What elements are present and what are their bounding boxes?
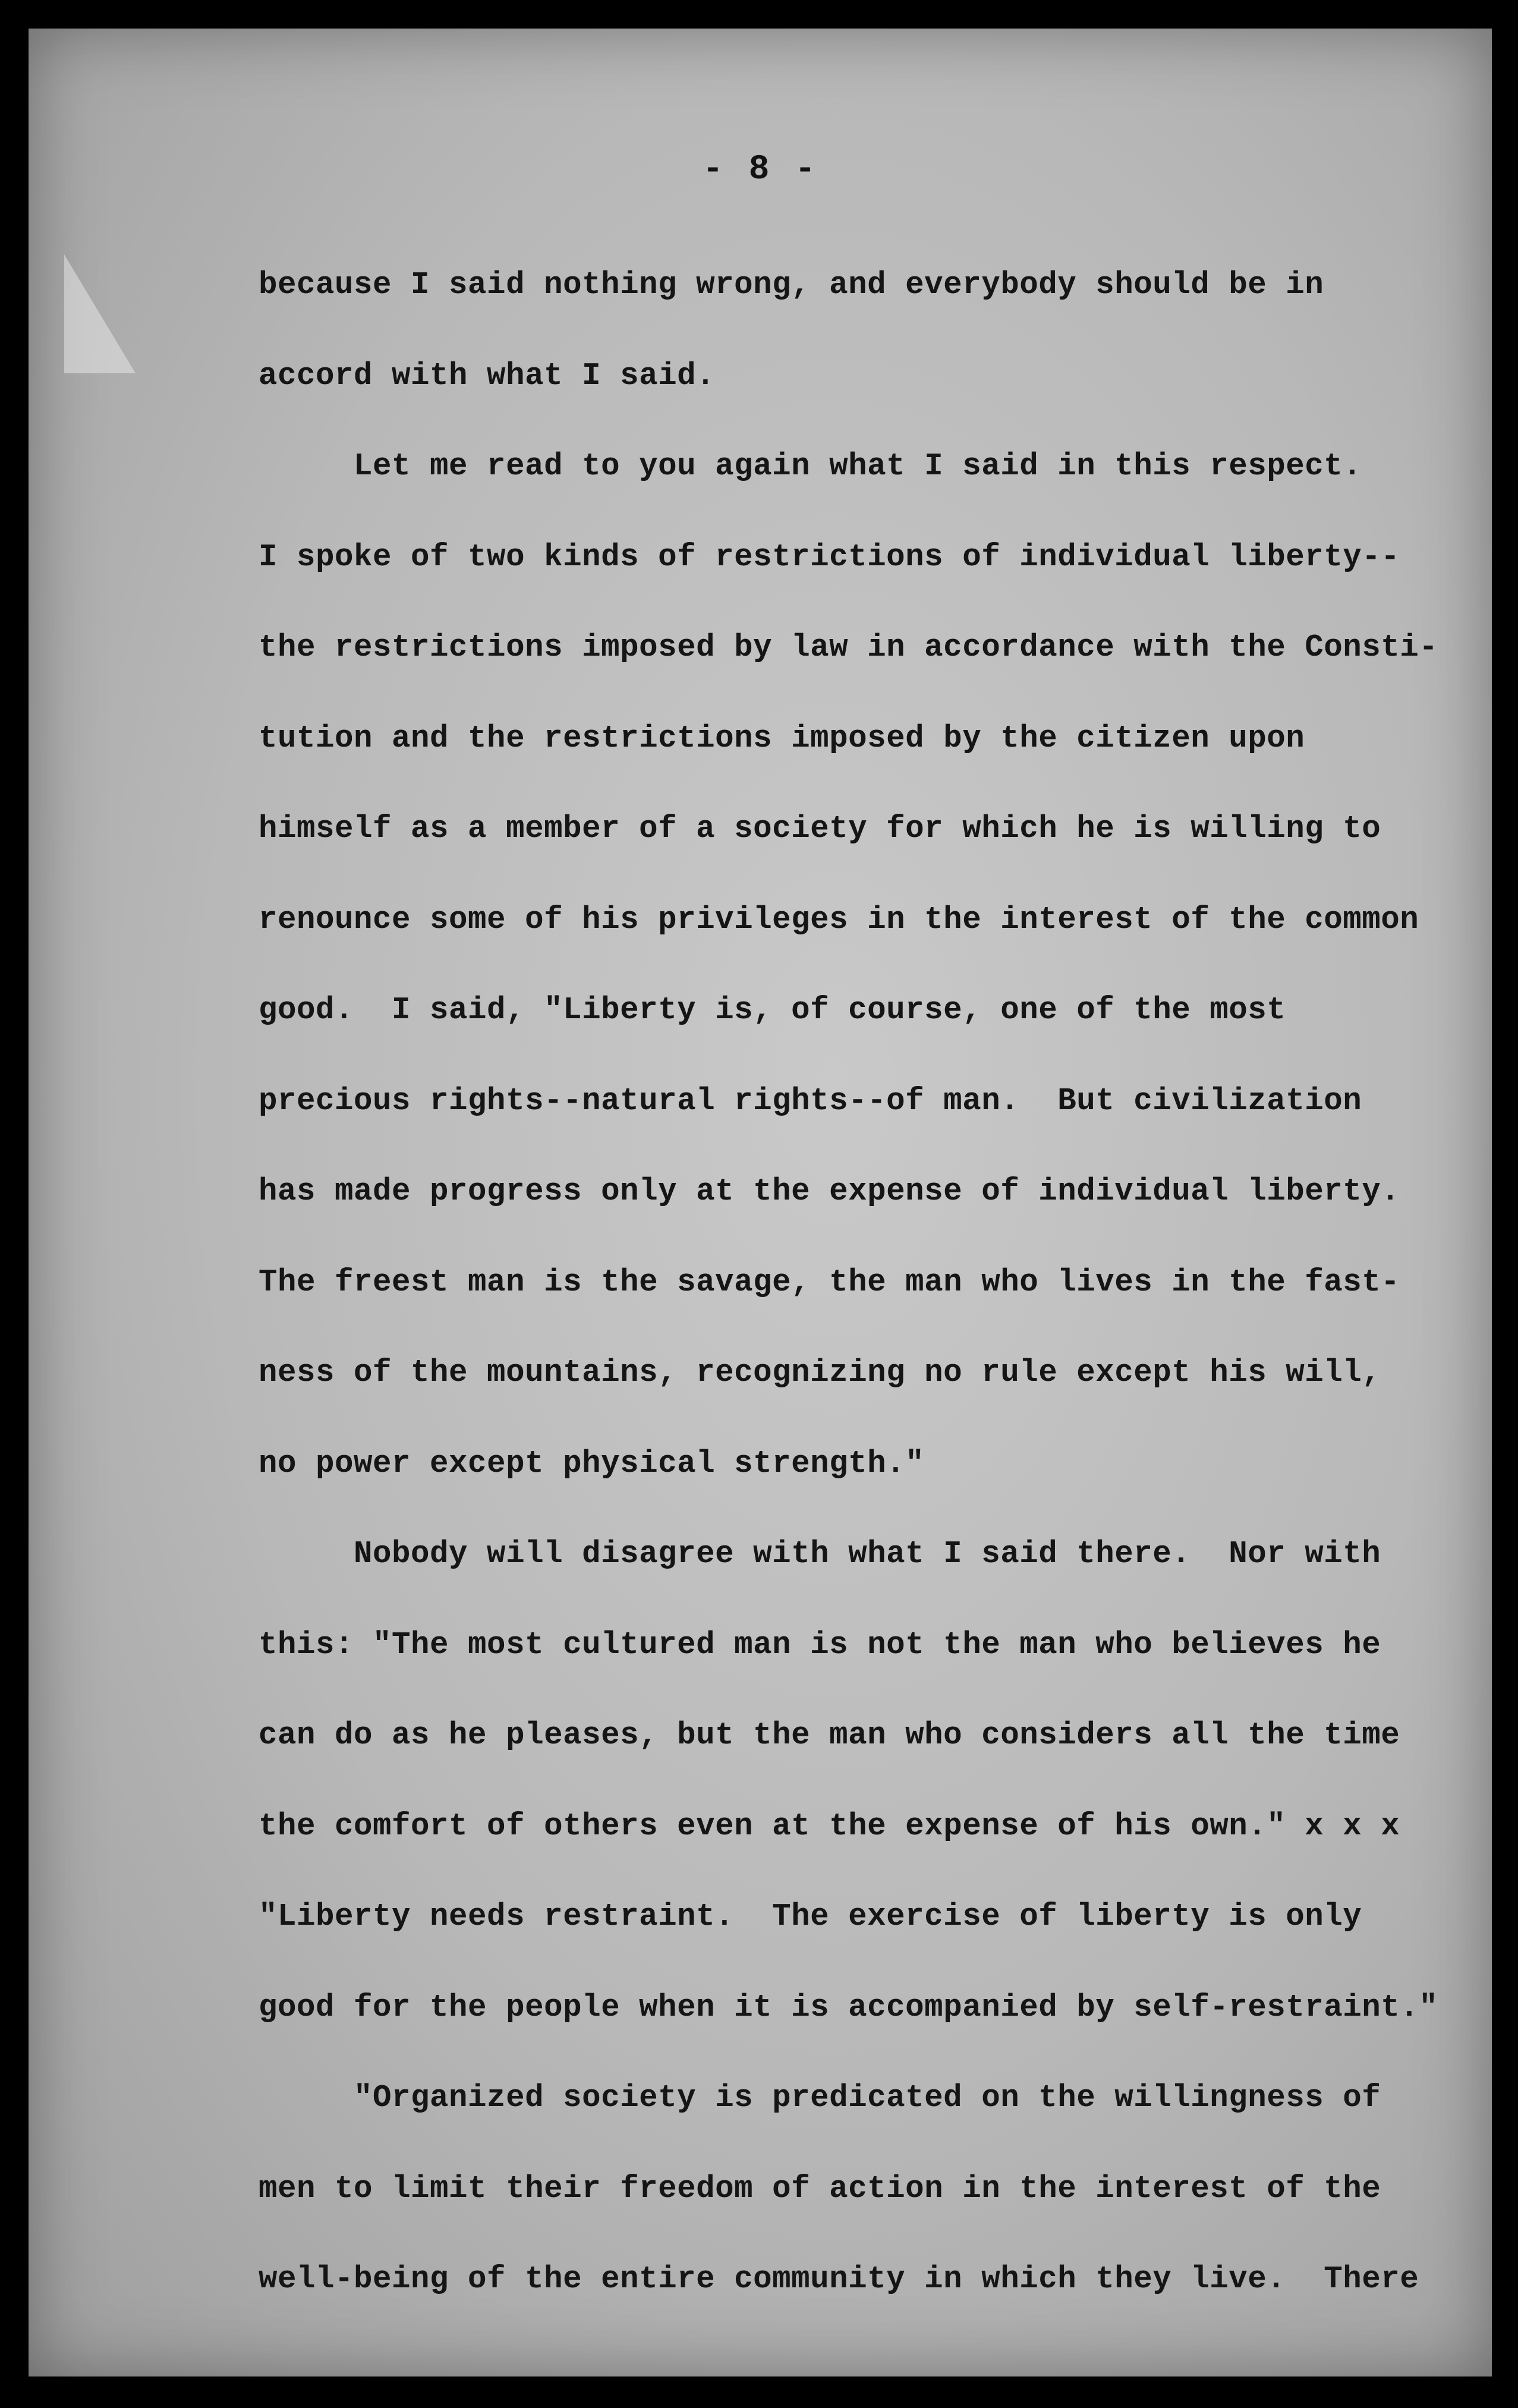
text-line: tution and the restrictions imposed by the citizen upon — [259, 720, 1305, 756]
page-number: - 8 - — [702, 150, 818, 189]
typed-page — [29, 29, 1492, 2376]
text-line: ness of the mountains, recognizing no rule except his will, — [259, 1355, 1381, 1390]
text-line: "Liberty needs restraint. The exercise of liberty is only — [259, 1899, 1362, 1934]
text-line: precious rights--natural rights--of man. But civilization — [259, 1082, 1362, 1119]
text-line: "Organized society is predicated on the willingness of — [259, 2080, 1381, 2116]
text-line: men to limit their freedom of action in the interest of the — [259, 2170, 1381, 2206]
text-line: well-being of the entire community in which they live. There — [259, 2261, 1419, 2297]
corner-fold-mark — [64, 254, 136, 373]
text-line: because I said nothing wrong, and everybody should be in — [259, 267, 1324, 303]
text-line: accord with what I said. — [259, 357, 716, 394]
body-text — [259, 240, 1438, 2325]
text-line: himself as a member of a society for which he is willing to — [259, 811, 1381, 846]
text-line: good for the people when it is accompanied by self-restraint." — [259, 1989, 1438, 2025]
text-line: this: "The most cultured man is not the man who believes he — [259, 1626, 1381, 1663]
text-line: can do as he pleases, but the man who considers all the time — [259, 1717, 1400, 1753]
text-line: no power except physical strength." — [259, 1445, 925, 1481]
text-line: the restrictions imposed by law in accordance with the Consti- — [259, 629, 1438, 665]
text-line: has made progress only at the expense of individual liberty. — [259, 1173, 1400, 1209]
text-line: I spoke of two kinds of restrictions of individual liberty-- — [259, 539, 1400, 575]
text-line: renounce some of his privileges in the interest of the common — [259, 901, 1419, 937]
text-line: The freest man is the savage, the man who lives in the fast- — [259, 1264, 1400, 1300]
text-line: good. I said, "Liberty is, of course, one of the most — [259, 992, 1286, 1028]
text-line: Let me read to you again what I said in this respect. — [259, 448, 1362, 484]
text-line: the comfort of others even at the expense of his own." x x x — [259, 1808, 1400, 1844]
text-line: Nobody will disagree with what I said there. Nor with — [259, 1536, 1381, 1572]
